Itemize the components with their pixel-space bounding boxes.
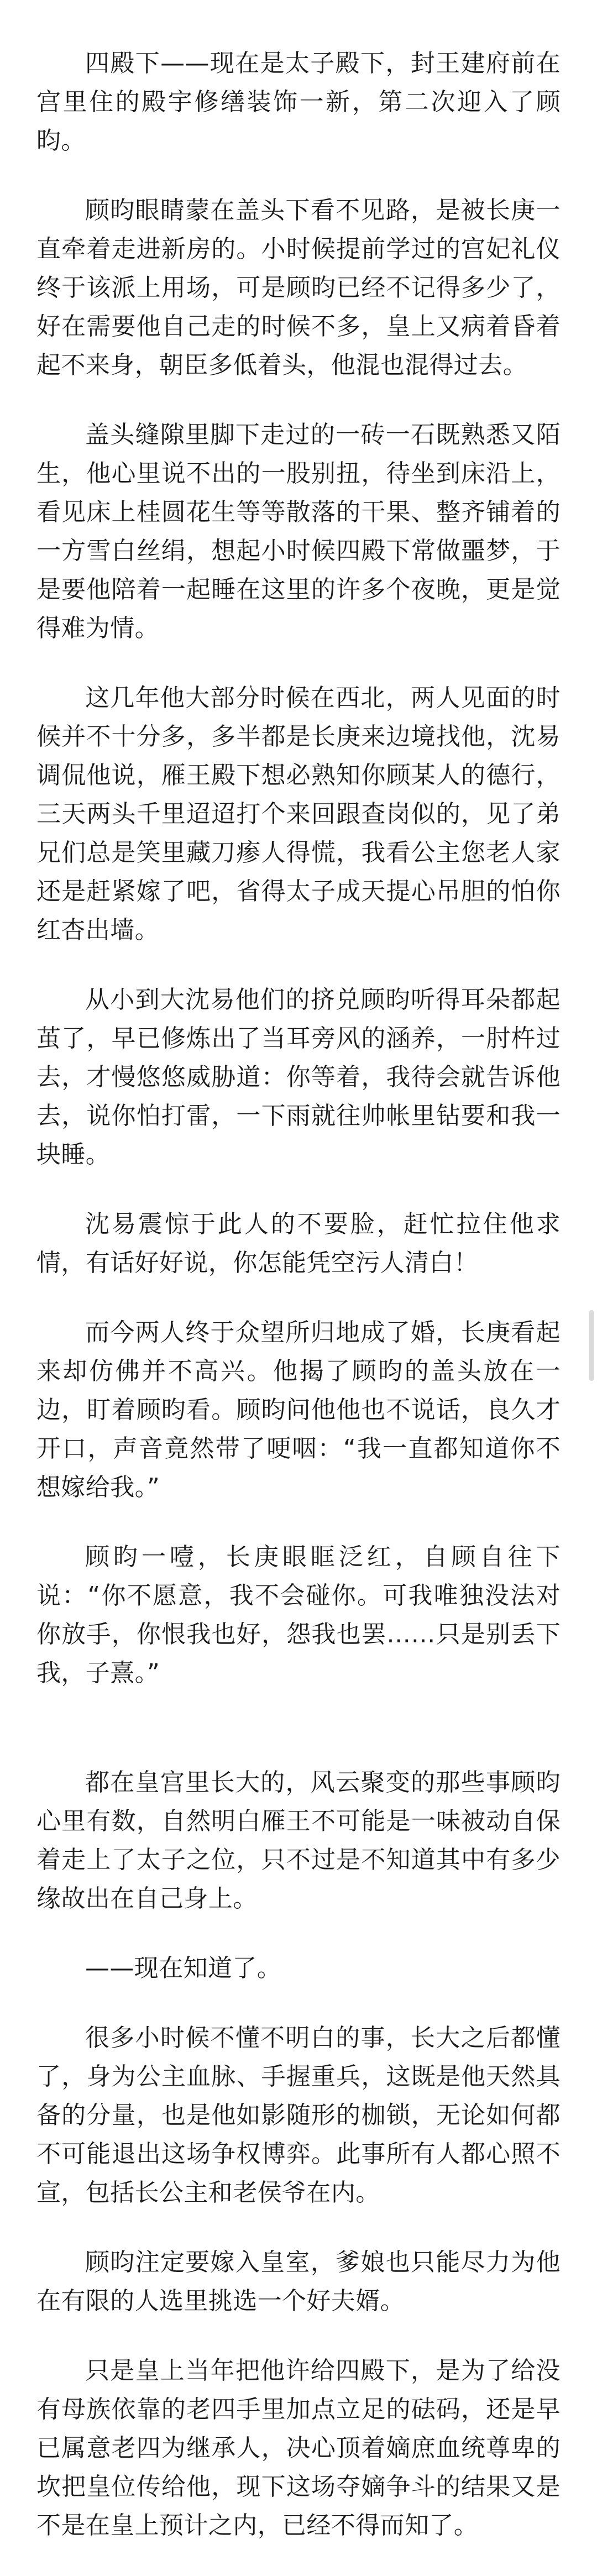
paragraph-2: 顾昀眼睛蒙在盖头下看不见路，是被长庚一直牵着走进新房的。小时候提前学过的宫妃礼仪终于该派上用场，可是顾昀已经不记得多少了，好在需要他自己走的时候不多，皇上又病着昏着起不来身，朝臣多低着头，他混也混得过去。 [36,196,561,379]
paragraph-5: 从小到大沈易他们的挤兑顾昀听得耳朵都起茧了，早已修炼出了当耳旁风的涵养，一肘杵过去，才慢悠悠威胁道：你等着，我待会就告诉他去，说你怕打雷，一下雨就往帅帐里钻要和我一块睡。 [36,986,561,1169]
paragraph-9: 都在皇宫里长大的，风云聚变的那些事顾昀心里有数，自然明白雁王不可能是一味被动自保着走上了太子之位，只不过是不知道其中有多少缘故出在自己身上。 [36,1768,561,1913]
scroll-thumb[interactable] [589,1310,594,1381]
paragraph-6: 沈易震惊于此人的不要脸，赶忙拉住他求情，有话好好说，你怎能凭空污人清白！ [36,1210,561,1277]
paragraph-1: 四殿下——现在是太子殿下，封王建府前在宫里住的殿宇修缮装饰一新，第二次迎入了顾昀。 [36,49,561,155]
paragraph-8: 顾昀一噎，长庚眼眶泛红，自顾自往下说：“你不愿意，我不会碰你。可我唯独没法对你放手，你恨我也好，怨我也罢……只是别丢下我，子熹。” [36,1543,561,1687]
paragraph-3: 盖头缝隙里脚下走过的一砖一石既熟悉又陌生，他心里说不出的一股别扭，待坐到床沿上，看见床上桂圆花生等等散落的干果、整齐铺着的一方雪白丝绢，想起小时候四殿下常做噩梦，于是要他陪着一起睡在这里的许多个夜晚，更是觉得难为情。 [36,421,561,642]
paragraph-12: 顾昀注定要嫁入皇室，爹娘也只能尽力为他在有限的人选里挑选一个好夫婿。 [36,2248,561,2315]
paragraph-10: ——现在知道了。 [85,1954,282,1982]
paragraph-7: 而今两人终于众望所归地成了婚，长庚看起来却仿佛并不高兴。他揭了顾昀的盖头放在一边，盯着顾昀看。顾昀问他他也不说话，良久才开口，声音竟然带了哽咽：“我一直都知道你不想嫁给我。” [36,1318,561,1501]
article-body [36,44,561,2576]
paragraph-11: 很多小时候不懂不明白的事，长大之后都懂了，身为公主血脉、手握重兵，这既是他天然具备的分量，也是他如影随形的枷锁，无论如何都不可能退出这场争权博弈。此事所有人都心照不宣，包括长公主和老侯爷在内。 [36,2024,561,2207]
paragraph-4: 这几年他大部分时候在西北，两人见面的时候并不十分多，多半都是长庚来边境找他，沈易调侃他说，雁王殿下想必熟知你顾某人的德行，三天两头千里迢迢打个来回跟查岗似的，见了弟兄们总是笑里藏刀瘆人得慌，我看公主您老人家还是赶紧嫁了吧，省得太子成天提心吊胆的怕你红杏出墙。 [36,684,561,944]
paragraph-13: 只是皇上当年把他许给四殿下，是为了给没有母族依靠的老四手里加点立足的砝码，还是早已属意老四为继承人，决心顶着嫡庶血统尊卑的坎把皇位传给他，现下这场夺嫡争斗的结果又是不是在皇上预计之内，已经不得而知了。 [36,2357,561,2540]
vertical-scrollbar[interactable] [586,0,597,2237]
